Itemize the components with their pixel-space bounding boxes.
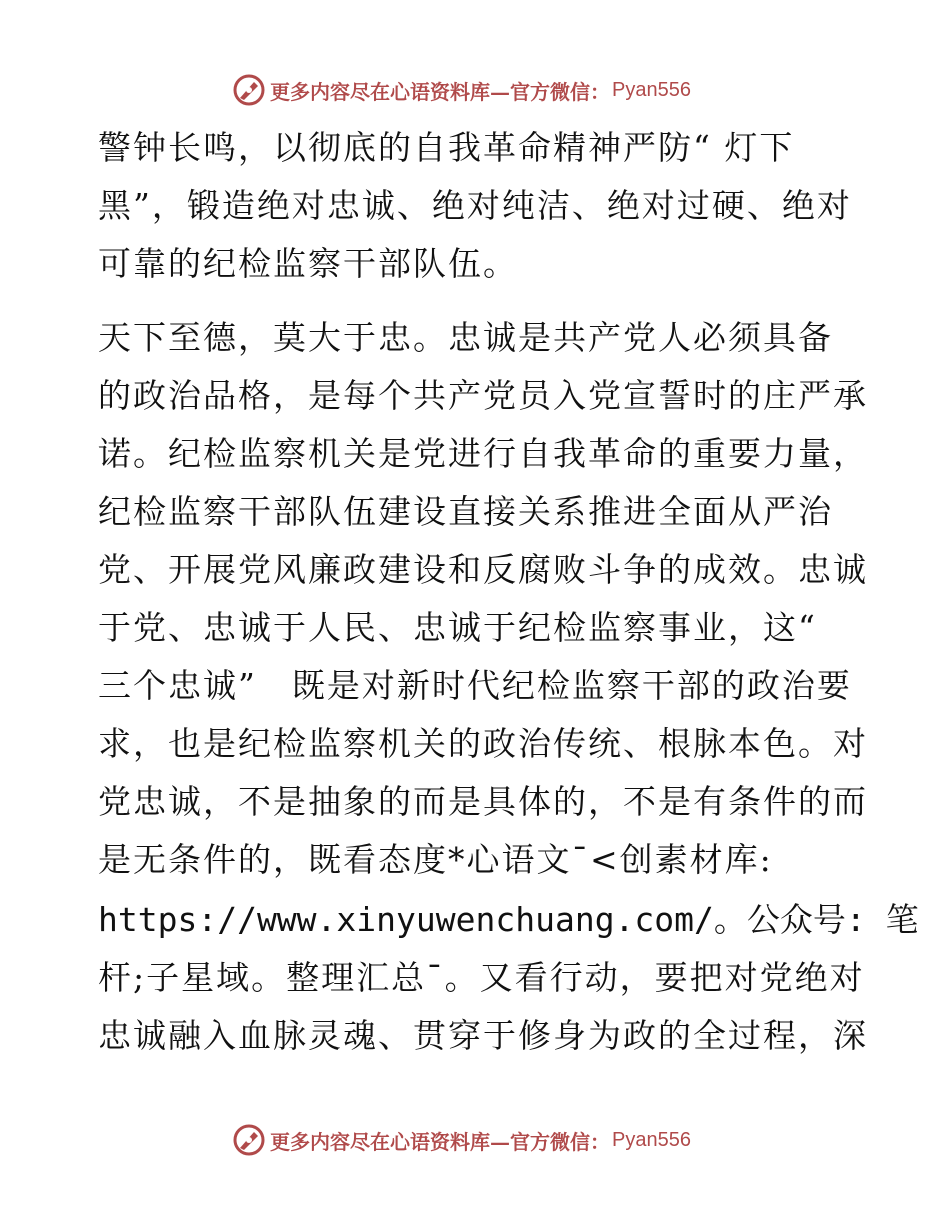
banner-text: 更多内容尽在心语资料库—官方微信：: [270, 79, 610, 104]
pen-logo-icon: [232, 1123, 266, 1157]
text-line: 天下至德，莫大于忠。忠诚是共产党人必须具备: [98, 318, 833, 357]
text-line: 于党、忠诚于人民、忠诚于纪检监察事业，这“: [98, 608, 817, 647]
wechat-id: Pyan556: [612, 1128, 691, 1151]
footer-banner: [232, 1122, 691, 1158]
url-line: https://www.xinyuwenchuang.com/。公众号: 笔: [98, 900, 919, 939]
text-line: 纪检监察干部队伍建设直接关系推进全面从严治: [98, 492, 833, 531]
text-line: 警钟长鸣，以彻底的自我革命精神严防“ 灯下: [98, 128, 795, 167]
text-line: 诺。纪检监察机关是党进行自我革命的重要力量，: [98, 434, 868, 473]
text-line: 求，也是纪检监察机关的政治传统、根脉本色。对: [98, 724, 868, 763]
text-line: 是无条件的，既看态度*心语文¯<创素材库:: [98, 840, 773, 879]
wechat-id: Pyan556: [612, 78, 691, 101]
text-line: 党忠诚，不是抽象的而是具体的，不是有条件的而: [98, 782, 868, 821]
header-banner: [232, 72, 691, 108]
text-line: 三个忠诚” 既是对新时代纪检监察干部的政治要: [98, 666, 852, 705]
pen-logo-icon: [232, 73, 266, 107]
text-line: 杆;子星域。整理汇总¯。又看行动，要把对党绝对: [98, 958, 865, 997]
banner-text: 更多内容尽在心语资料库—官方微信：: [270, 1129, 610, 1154]
text-line: 可靠的纪检监察干部队伍。: [98, 244, 518, 283]
text-line: 党、开展党风廉政建设和反腐败斗争的成效。忠诚: [98, 550, 868, 589]
text-line: 忠诚融入血脉灵魂、贯穿于修身为政的全过程，深: [98, 1016, 868, 1055]
text-line: 的政治品格，是每个共产党员入党宣誓时的庄严承: [98, 376, 868, 415]
text-line: 黑”，锻造绝对忠诚、绝对纯洁、绝对过硬、绝对: [98, 186, 852, 225]
